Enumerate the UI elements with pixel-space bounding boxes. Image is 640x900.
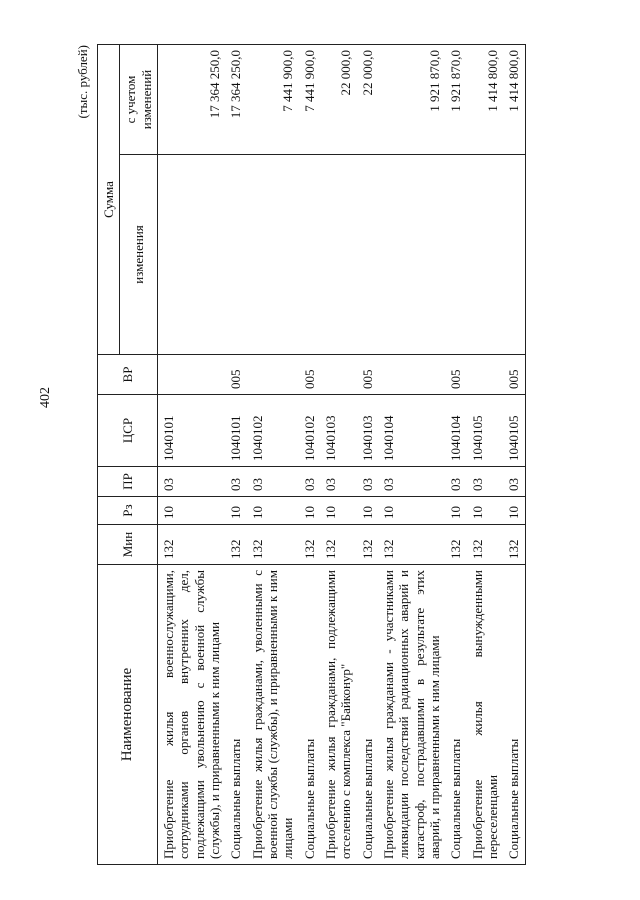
header-sum: Сумма [98,45,120,355]
table-row [157,45,225,865]
row-name: Социальные выплаты [225,565,246,865]
row-name: Социальные выплаты [503,565,525,865]
row-min: 132 [357,525,378,565]
row-total: 1 414 800,0 [467,45,504,155]
row-vr [467,355,504,395]
row-name: Приобретение жилья гражданами, подлежащими отселению с комплекса "Байконур" [320,565,357,865]
row-vr [247,355,299,395]
row-changes [299,155,320,355]
row-total: 7 441 900,0 [299,45,320,155]
header-pr: ПР [98,467,158,497]
row-pr: 03 [503,467,525,497]
table-row [299,45,320,865]
row-min: 132 [445,525,466,565]
header-min: Мин [98,525,158,565]
row-rz: 10 [378,497,445,525]
row-csr: 1040105 [467,395,504,467]
units-label: (тыс. рублей) [75,45,90,119]
row-rz: 10 [225,497,246,525]
row-csr: 1040102 [247,395,299,467]
row-vr [378,355,445,395]
row-vr [157,355,225,395]
row-changes [357,155,378,355]
row-total: 22 000,0 [357,45,378,155]
row-total: 17 364 250,0 [225,45,246,155]
header-changes: изменения [120,155,158,355]
row-total: 1 414 800,0 [503,45,525,155]
header-with-changes: с учетом изменений [120,45,158,155]
table-row [225,45,246,865]
row-total: 7 441 900,0 [247,45,299,155]
row-rz: 10 [157,497,225,525]
row-pr: 03 [467,467,504,497]
row-pr: 03 [357,467,378,497]
table-row [378,45,445,865]
row-total: 22 000,0 [320,45,357,155]
row-min: 132 [467,525,504,565]
row-changes [445,155,466,355]
row-csr: 1040104 [378,395,445,467]
row-csr: 1040104 [445,395,466,467]
row-changes [320,155,357,355]
row-rz: 10 [299,497,320,525]
row-rz: 10 [247,497,299,525]
row-name: Социальные выплаты [445,565,466,865]
table-body [157,45,525,865]
row-vr: 005 [357,355,378,395]
row-name: Приобретение жилья гражданами - участниками ликвидации последствий радиационных аварий и катастроф, пострадавшими в результате этих аварий, и приравненными к ним лицами [378,565,445,865]
row-changes [378,155,445,355]
row-changes [157,155,225,355]
row-rz: 10 [503,497,525,525]
row-csr: 1040101 [225,395,246,467]
row-rz: 10 [320,497,357,525]
row-name: Приобретение жилья гражданами, уволенными с военной службы (службы), и приравненными к ним лицами [247,565,299,865]
row-min: 132 [378,525,445,565]
table-row [445,45,466,865]
row-vr: 005 [503,355,525,395]
header-csr: ЦСР [98,395,158,467]
header-vr: ВР [98,355,158,395]
table-row [357,45,378,865]
row-min: 132 [157,525,225,565]
row-total: 1 921 870,0 [445,45,466,155]
row-vr: 005 [445,355,466,395]
header-row-1 [98,45,120,865]
row-pr: 03 [225,467,246,497]
row-pr: 03 [445,467,466,497]
row-min: 132 [225,525,246,565]
rotated-sheet [75,45,585,865]
row-name: Социальные выплаты [357,565,378,865]
row-name: Приобретение жилья вынужденными переселенцами [467,565,504,865]
row-total: 17 364 250,0 [157,45,225,155]
budget-table [97,44,526,865]
row-vr: 005 [225,355,246,395]
row-min: 132 [299,525,320,565]
row-rz: 10 [357,497,378,525]
row-changes [503,155,525,355]
row-pr: 03 [247,467,299,497]
row-total: 1 921 870,0 [378,45,445,155]
row-rz: 10 [467,497,504,525]
table-row [503,45,525,865]
row-vr [320,355,357,395]
row-csr: 1040103 [357,395,378,467]
row-vr: 005 [299,355,320,395]
row-pr: 03 [378,467,445,497]
page-number: 402 [38,387,53,408]
row-min: 132 [320,525,357,565]
row-pr: 03 [320,467,357,497]
table-row [320,45,357,865]
row-changes [247,155,299,355]
row-pr: 03 [157,467,225,497]
row-csr: 1040101 [157,395,225,467]
row-csr: 1040102 [299,395,320,467]
row-changes [225,155,246,355]
row-rz: 10 [445,497,466,525]
row-min: 132 [503,525,525,565]
table-row [467,45,504,865]
table-row [247,45,299,865]
row-min: 132 [247,525,299,565]
header-name: Наименование [98,565,158,865]
header-rz: Рз [98,497,158,525]
row-csr: 1040103 [320,395,357,467]
row-csr: 1040105 [503,395,525,467]
row-name: Социальные выплаты [299,565,320,865]
row-changes [467,155,504,355]
row-name: Приобретение жилья военнослужащими, сотрудниками органов внутренних дел, подлежащими увольнению с военной службы (службы), и приравненными к ним лицами [157,565,225,865]
row-pr: 03 [299,467,320,497]
